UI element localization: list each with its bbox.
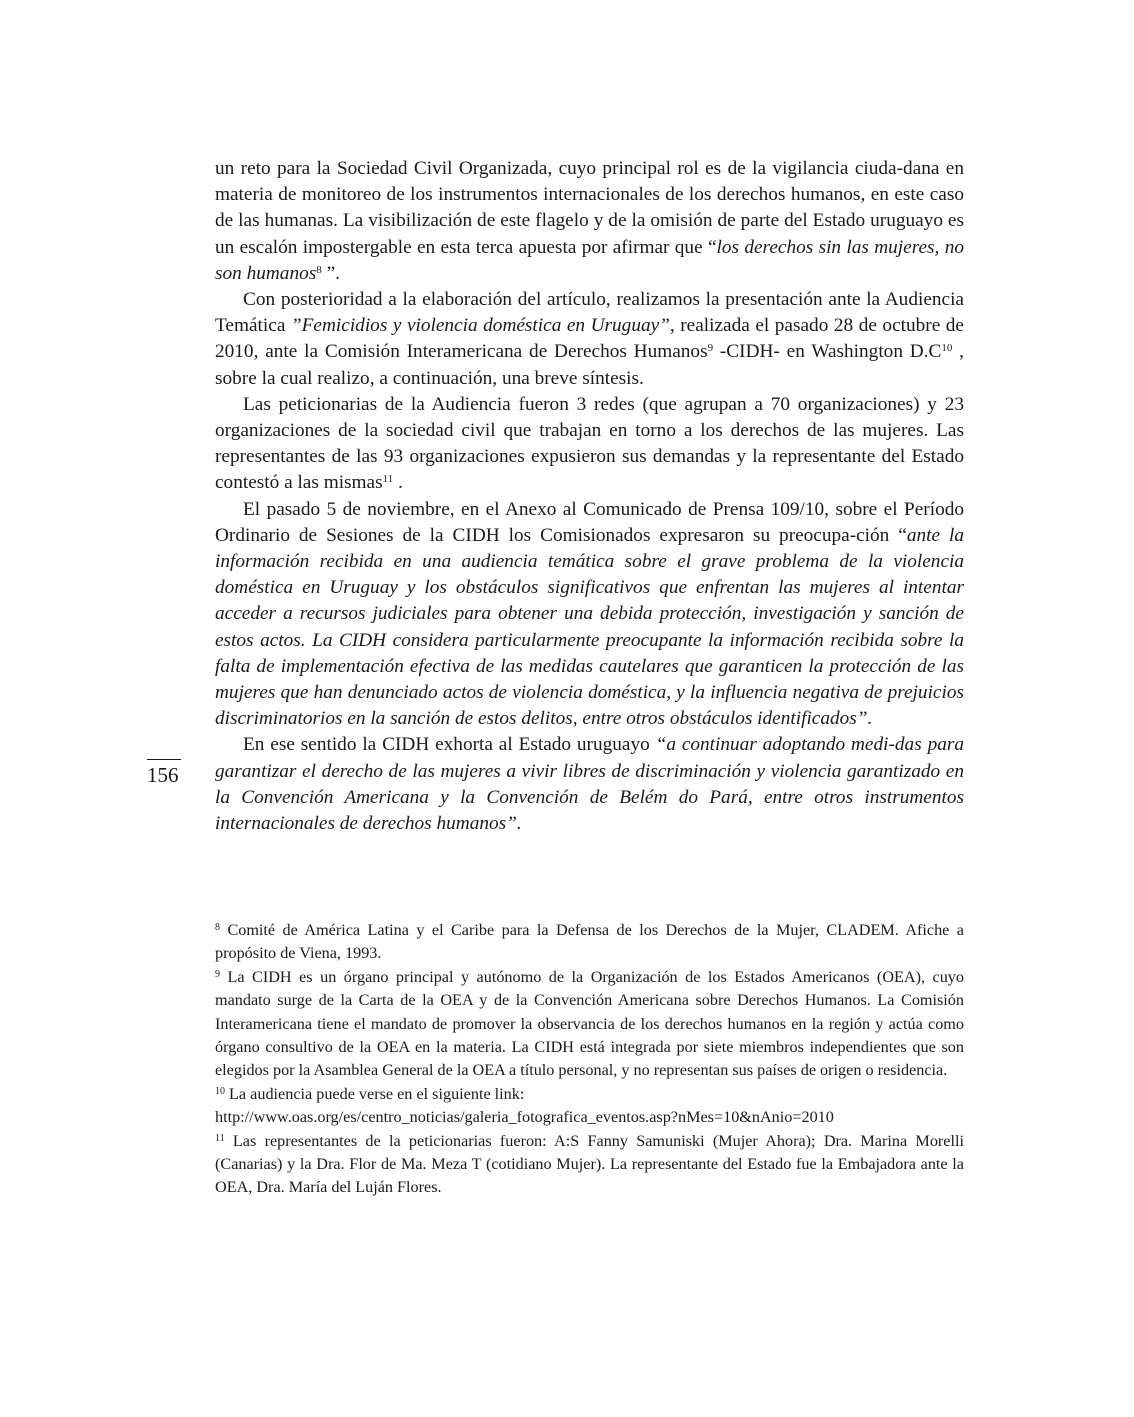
- footnote-mark: 11: [215, 1132, 225, 1144]
- quote: ante la información recibida en una audiencia temática sobre el grave problema de la violencia doméstica en Uruguay y los obstáculos significativos que enfrentan las mujeres al intentar acceder a recursos judiciales para obtener una debida protección, investigación y sanción de estos actos. La CIDH considera particularmente preocupante la información recibida sobre la falta de implementación efectiva de las medidas cautelares que garanticen la protección de las mujeres que han denunciado actos de violencia doméstica, y la influencia negativa de prejuicios discriminatorios en la sanción de estos delitos, entre otros obstáculos identificados”.: [215, 524, 964, 730]
- footnotes: [215, 919, 964, 1200]
- footnote-ref-9[interactable]: 9: [707, 342, 714, 355]
- footnote-text: La CIDH es un órgano principal y autónomo de la Organización de los Estados Americanos (OEA), cuyo mandato surge de la Carta de la OEA y de la Convención Americana sobre Derechos Humanos. La Comisión Interamericana tiene el mandato de promover la observancia de los derechos humanos en la región y actúa como órgano consultivo de la OEA en la materia. La CIDH está integrada por siete miembros independientes que son elegidos por la Asamblea General de la OEA a título personal, y no representan sus países de origen o residencia.: [215, 967, 964, 1080]
- footnote-8: [215, 919, 964, 966]
- paragraph-1: [215, 156, 964, 287]
- footnote-mark: 8: [215, 922, 220, 933]
- audience-title: ”Femicidios y violencia doméstica en Uruguay”,: [290, 315, 675, 337]
- paragraph-text: En ese sentido la CIDH exhorta al Estado uruguayo: [243, 734, 656, 756]
- main-text: [215, 156, 964, 837]
- page-number-rule: [147, 759, 181, 760]
- paragraph-text: El pasado 5 de noviembre, en el Anexo al Comunicado de Prensa 109/10, sobre el Período Ordinario de Sesiones de la CIDH los Comisionados expresaron su preocupa-ción “: [215, 498, 964, 546]
- paragraph-text: Las peticionarias de la Audiencia fueron 3 redes (que agrupan a 70 organizaciones) y 23 organizaciones de la sociedad civil que trabajan en torno a los derechos de las mujeres. Las representantes de las 93 organizaciones expusieron sus demandas y la representante del Estado contestó a las mismas: [215, 393, 964, 494]
- quote: “a continuar adoptando medi-das para garantizar el derecho de las mujeres a vivir libres de discriminación y violencia garantizado en la Convención Americana y la Convención de Belém do Pará, entre otros instrumentos internacionales de derechos humanos”.: [215, 734, 964, 835]
- footnote-ref-11[interactable]: 11: [382, 473, 394, 486]
- footnote-11: [215, 1130, 964, 1200]
- footnote-text: La audiencia puede verse en el siguiente link:: [225, 1084, 525, 1103]
- paragraph-5: [215, 732, 964, 837]
- page-number: 156: [147, 763, 179, 787]
- paragraph-text: realizada el pasado 28 de octubre de 2010, ante la Comisión Interamericana de Derechos Humanos: [215, 315, 964, 363]
- paragraph-4: [215, 497, 964, 733]
- paragraph-3: [215, 392, 964, 497]
- paragraph-text: Con posterioridad a la elaboración del artículo, realizamos la presentación ante la Audiencia Temática: [215, 289, 964, 337]
- footnote-mark: 10: [215, 1085, 225, 1097]
- footnote-ref-8[interactable]: 8: [316, 263, 322, 276]
- paragraph-end: .: [393, 472, 403, 494]
- paragraph-text: , sobre la cual realizo, a continuación, una breve síntesis.: [215, 341, 965, 389]
- footnote-text: Comité de América Latina y el Caribe para la Defensa de los Derechos de la Mujer, CLADEM. Afiche a propósito de Viena, 1993.: [215, 921, 964, 963]
- paragraph-text: un reto para la Sociedad Civil Organizada, cuyo principal rol es de la vigilancia ciuda-dana en materia de monitoreo de los instrumentos internacionales de los derechos humanos, en este caso de las humanas. La visibilización de este flagelo y de la omisión de parte del Estado uruguayo es un escalón impostergable en esta terca apuesta por afirmar que “: [215, 158, 964, 258]
- quote: los derechos sin las mujeres, no son humanos: [215, 236, 964, 284]
- footnote-text: Las representantes de la peticionarias fueron: A:S Fanny Samuniski (Mujer Ahora); Dra. Marina Morelli (Canarias) y la Dra. Flor de Ma. Meza T (cotidiano Mujer). La representante del Estado fue la Embajadora ante la OEA, Dra. María del Luján Flores.: [215, 1131, 964, 1197]
- footnote-mark: 9: [215, 968, 220, 980]
- footnote-9: [215, 966, 964, 1083]
- paragraph-text: -CIDH- en Washington D.C: [713, 341, 942, 363]
- footnote-ref-10[interactable]: 10: [941, 342, 953, 355]
- paragraph-end: ”.: [321, 262, 340, 284]
- footnote-10: [215, 1083, 964, 1106]
- paragraph-2: [215, 287, 964, 392]
- footnote-10-link[interactable]: http://www.oas.org/es/centro_noticias/galeria_fotografica_eventos.asp?nMes=10&nAnio=2010: [215, 1108, 834, 1127]
